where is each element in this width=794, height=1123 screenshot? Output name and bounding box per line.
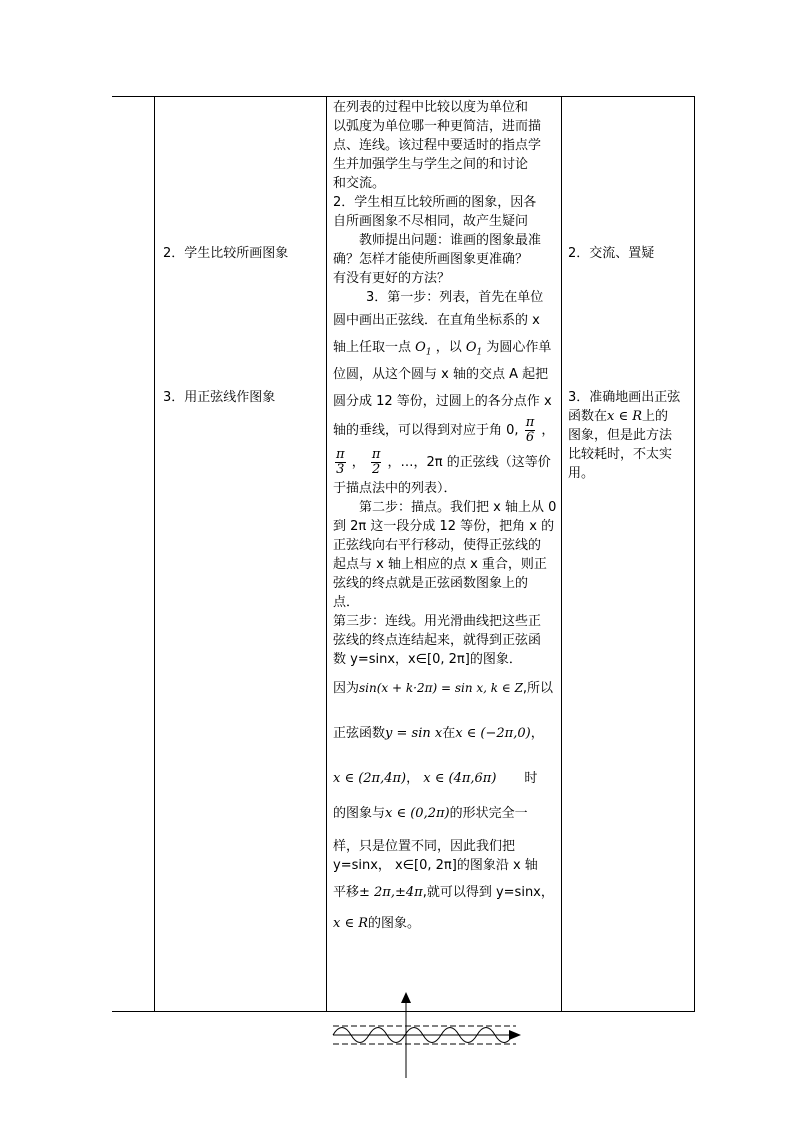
text-line <box>333 914 558 933</box>
math-sub: 1 <box>476 347 483 358</box>
text-line <box>333 724 558 743</box>
text-line <box>568 407 690 426</box>
spacer <box>333 743 558 769</box>
text-line: 以弧度为单位哪一种更简洁，进而描 <box>333 119 542 134</box>
math-expression: x ∈ R <box>607 409 643 424</box>
text-line: 到 2π 这一段分成 12 等份，把角 x 的 <box>333 519 555 534</box>
math-expression: x ∈ (2π,4π) <box>333 771 407 786</box>
text-line <box>333 679 558 698</box>
text-span: 为圆心作单 <box>486 340 552 355</box>
text-line: 和交流。 <box>333 176 386 191</box>
text-span: 因为 <box>333 681 360 696</box>
student-activity-exchange: 2．交流、置疑 <box>568 246 655 261</box>
text-line: 图象，但是此方法 <box>568 428 673 443</box>
math-expression: sin(x + k·2π) = sin x, k ∈ Z <box>359 681 523 695</box>
table-top-border <box>112 96 695 97</box>
text-line: 第三步：连线。用光滑曲线把这些正 <box>333 614 542 629</box>
activity-label-sine-line: 3．用正弦线作图象 <box>163 390 276 405</box>
text-line: 生并加强学生与学生之间的和讨论 <box>333 157 529 172</box>
text-span: ， <box>351 455 365 470</box>
text-line: 圆中画出正弦线．在直角坐标系的 x <box>333 313 540 328</box>
text-span: ,所以 <box>522 681 554 696</box>
math-sub: 1 <box>425 347 432 358</box>
spacer <box>333 875 558 883</box>
text-line: 圆分成 12 等份，过圆上的各分点作 x <box>333 394 552 409</box>
fraction-pi-over-6 <box>525 416 536 445</box>
text-line <box>333 415 558 447</box>
frac-num: π <box>525 415 535 430</box>
student-activity-sine-line-cell <box>568 388 690 483</box>
math-expression: x ∈ (4π,6π) <box>423 771 497 786</box>
text-line: 正弦线向右平行移动，使得正弦线的 <box>333 538 542 553</box>
text-line <box>333 883 558 902</box>
text-span: ，以 <box>435 340 462 355</box>
math-o1 <box>415 340 432 358</box>
text-span: 轴的垂线，可以得到对应于角 0, <box>333 423 519 438</box>
text-line: 教师提出问题：谁画的图象最准 <box>359 233 542 248</box>
text-span: 轴上任取一点 <box>333 340 412 355</box>
math-o: O <box>415 340 426 355</box>
text-line: 点． <box>333 595 360 610</box>
text-span: 平移 <box>333 885 360 900</box>
text-line: y=sinx， x∈[0, 2π]的图象沿 x 轴 <box>333 858 538 873</box>
math-expression: x ∈ R <box>333 916 369 931</box>
math-o: O <box>465 340 477 355</box>
spacer <box>333 902 558 914</box>
text-line: 在列表的过程中比较以度为单位和 <box>333 100 529 115</box>
text-line: 用。 <box>568 466 595 481</box>
text-line: 点、连线。该过程中要适时的指点学 <box>333 138 542 153</box>
text-line: 自所画图象不尽相同，故产生疑问 <box>333 214 529 229</box>
text-span: ， <box>406 771 420 786</box>
math-expression: y = sin x <box>385 726 443 741</box>
text-line: 位圆，从这个圆与 x 轴的交点 A 起把 <box>333 367 549 382</box>
frac-den: 6 <box>525 430 535 445</box>
text-line: 弦线的终点连结起来，就得到正弦函 <box>333 633 542 648</box>
text-line: 确？怎样才能使所画图象更准确？ <box>333 252 529 267</box>
fraction-pi-over-2 <box>371 448 382 477</box>
text-span: 时 <box>524 771 538 786</box>
text-span: 的图象。 <box>368 916 421 931</box>
table-col-border-2 <box>326 96 327 1012</box>
text-line: 3．准确地画出正弦 <box>568 390 681 405</box>
spacer <box>333 698 558 724</box>
text-line <box>333 447 558 479</box>
math-expression: ± 2π,±4π <box>359 885 423 900</box>
text-line: 数 y=sinx，x∈[0, 2π]的图象． <box>333 652 522 667</box>
text-span: ，…，2π 的正弦线（这等价 <box>387 455 551 470</box>
text-span: 函数在 <box>568 409 608 424</box>
teaching-process-cell <box>333 98 558 933</box>
math-expression: x ∈ (−2π,0) <box>455 726 531 741</box>
text-span: 在 <box>442 726 456 741</box>
text-line: 2．学生相互比较所画的图象，因各 <box>333 195 537 210</box>
table-col-border-3 <box>561 96 562 1012</box>
spacer <box>333 788 558 804</box>
text-line <box>333 804 558 823</box>
text-line <box>333 769 558 788</box>
text-span: ,就可以得到 y=sinx， <box>422 885 554 900</box>
spacer <box>333 823 558 837</box>
table-col-border-1 <box>154 96 155 1012</box>
text-line: 弦线的终点就是正弦函数图象上的 <box>333 576 529 591</box>
sine-wave-figure <box>328 990 528 1080</box>
text-line <box>333 334 558 361</box>
y-axis-arrow <box>401 992 411 1003</box>
table-right-border <box>694 96 695 1012</box>
math-o1 <box>465 340 483 358</box>
text-line: 有没有更好的方法？ <box>333 271 451 286</box>
spacer <box>333 669 558 679</box>
text-line: 起点与 x 轴上相应的点 x 重合，则正 <box>333 557 547 572</box>
text-span: ， <box>541 423 555 438</box>
text-span: 上的 <box>642 409 669 424</box>
text-span: 正弦函数 <box>333 726 386 741</box>
frac-den: 3 <box>336 462 345 477</box>
frac-num: π <box>336 447 345 462</box>
fraction-pi-over-3 <box>335 448 346 477</box>
text-line: 第二步：描点。我们把 x 轴上从 0 <box>359 500 557 515</box>
text-span: ， <box>530 726 544 741</box>
text-line: 比较耗时，不太实 <box>568 447 673 462</box>
text-span: 的形状完全一 <box>449 806 528 821</box>
text-line: 于描点法中的列表）． <box>333 481 457 496</box>
frac-den: 2 <box>371 462 381 477</box>
frac-num: π <box>371 447 381 462</box>
activity-label-compare: 2．学生比较所画图象 <box>163 246 289 261</box>
text-span: 的图象与 <box>333 806 386 821</box>
text-line: 3．第一步：列表，首先在单位 <box>366 290 544 305</box>
text-line: 样，只是位置不同，因此我们把 <box>333 839 516 854</box>
math-expression: x ∈ (0,2π) <box>385 806 450 821</box>
